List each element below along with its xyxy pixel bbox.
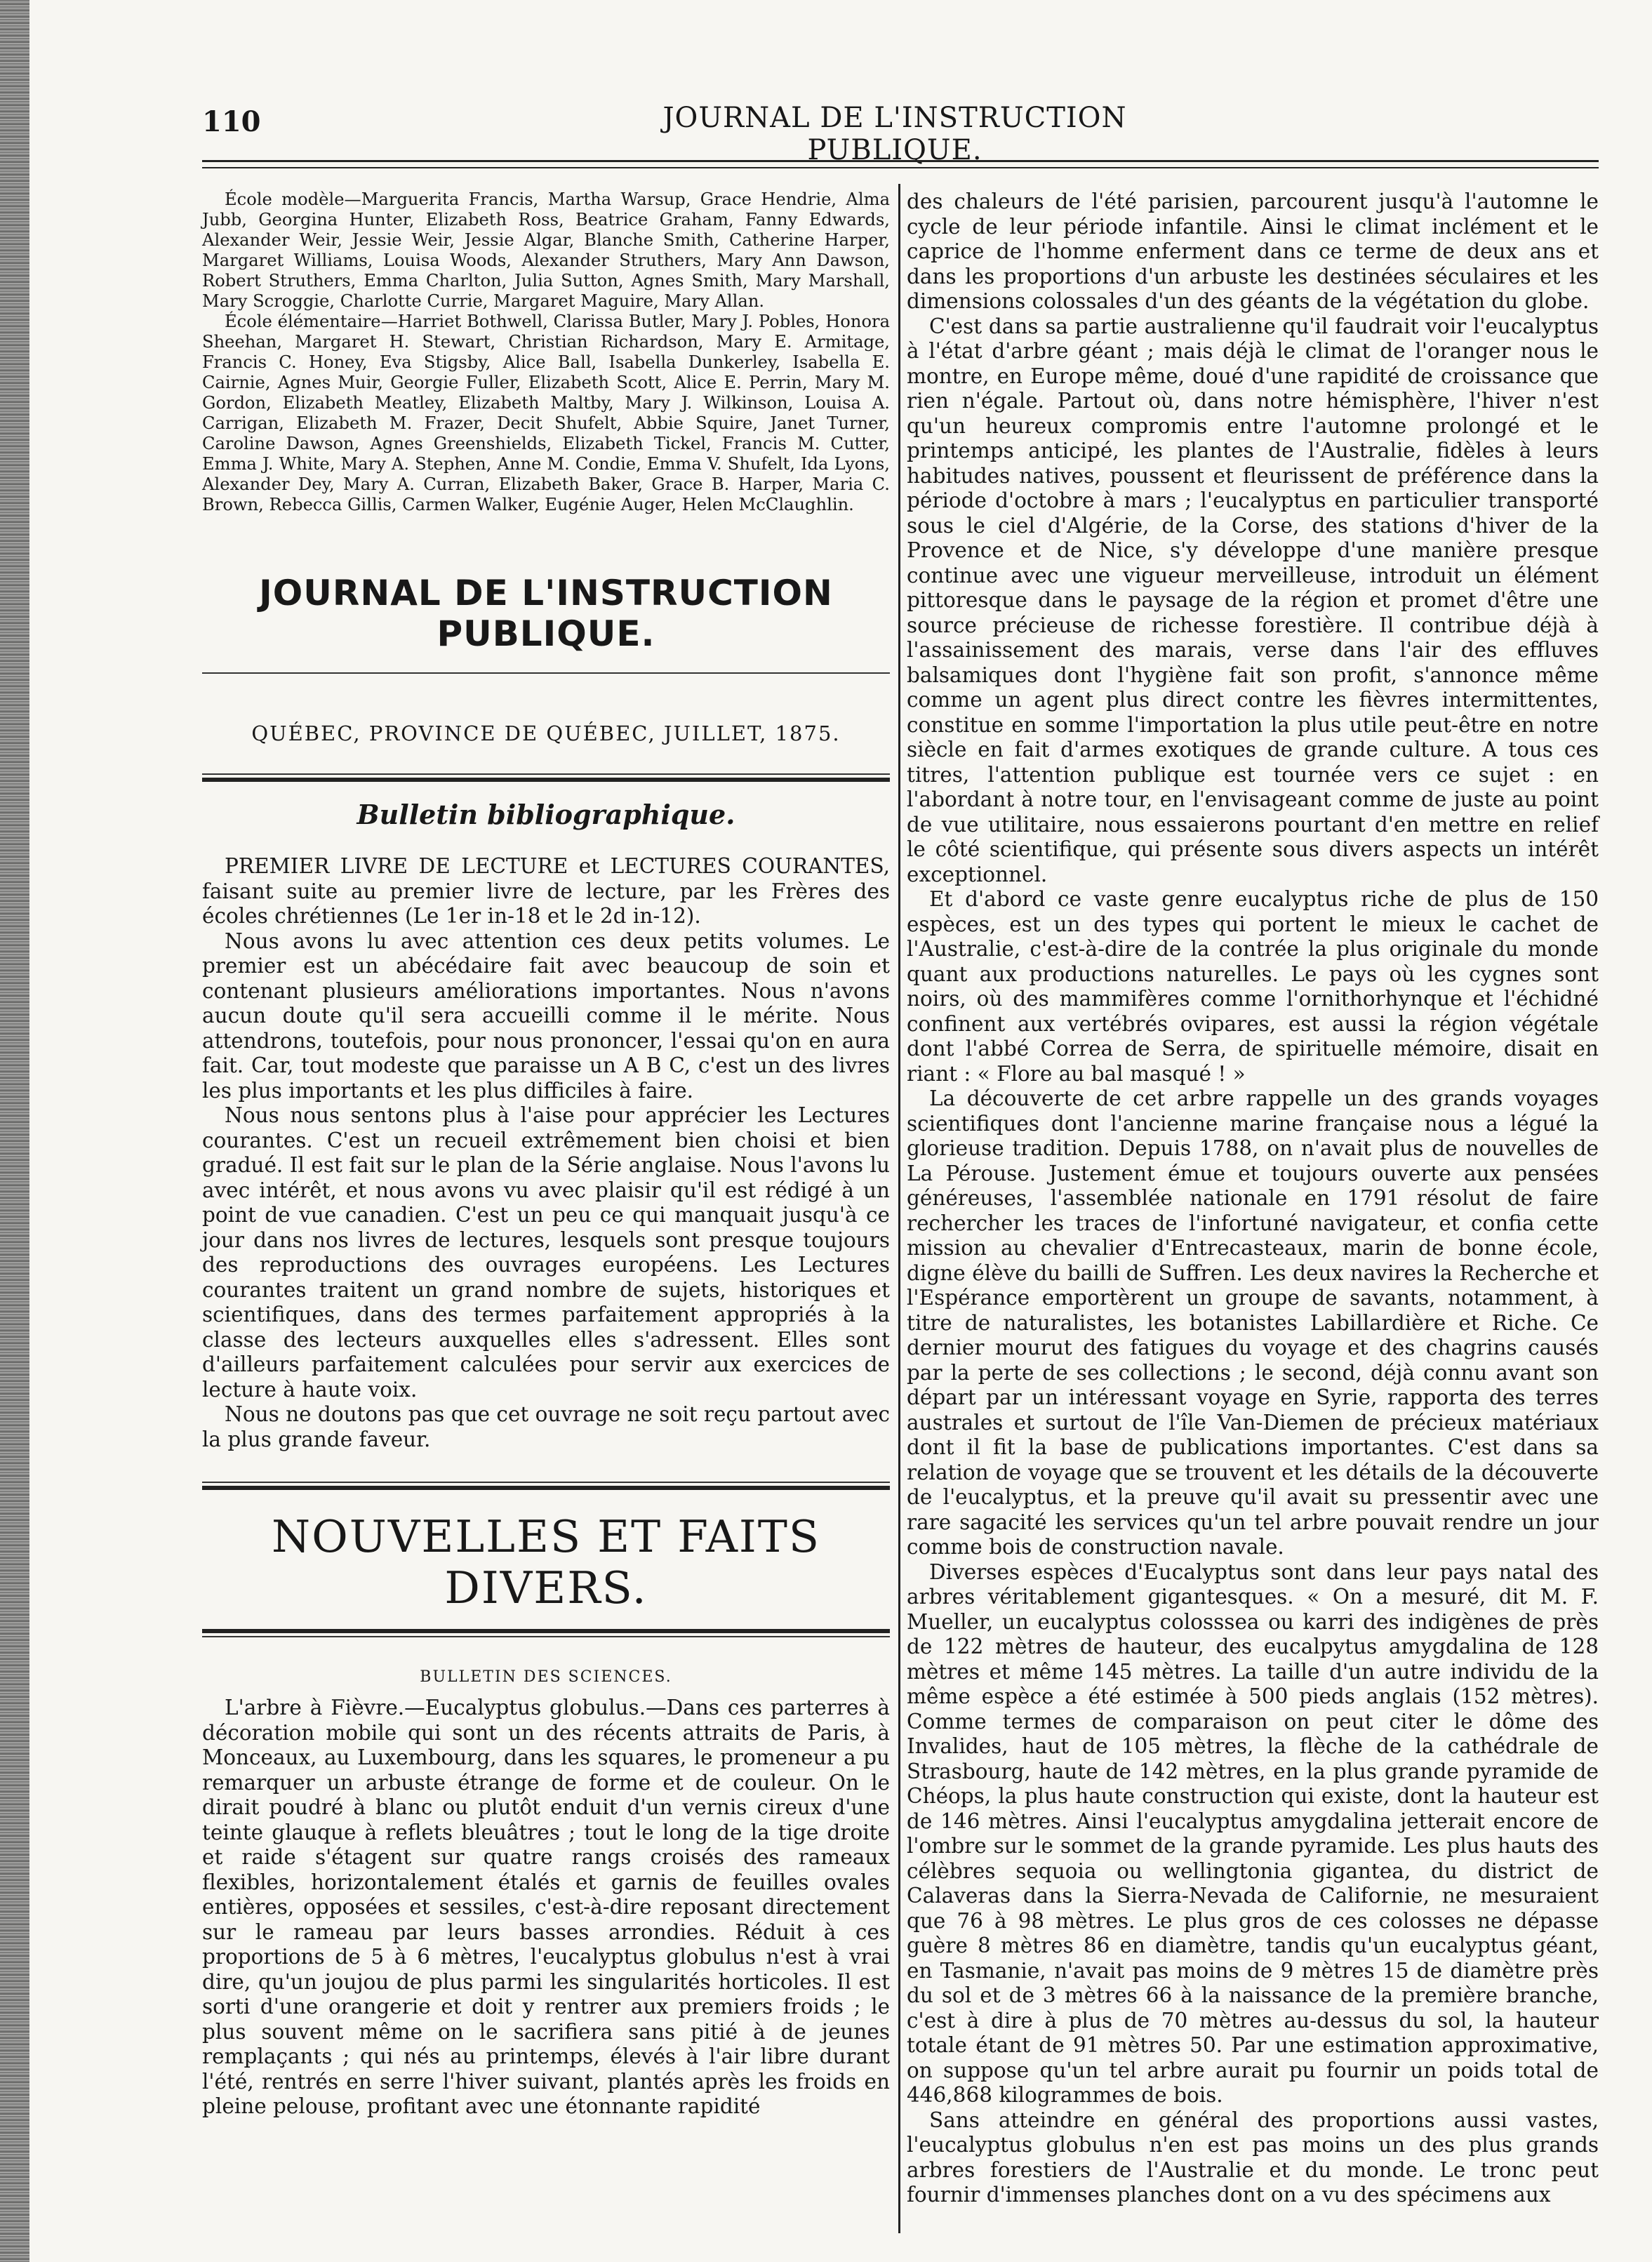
- news-rule-bottom-2: [202, 1636, 890, 1637]
- news-rule-top-1: [202, 1482, 890, 1483]
- news-rule-top-2: [202, 1486, 890, 1490]
- article-paragraph: Sans atteindre en général des proportions aussi vastes, l'eucalyptus globulus n'en est pas moins un des plus grands arbres forestiers de l'Australie et du monde. Le tronc peut fournir d'immenses planches dont on a vu des spécimens aux: [907, 2108, 1599, 2207]
- right-column: [907, 189, 1599, 2208]
- news-rule-bottom-1: [202, 1629, 890, 1633]
- article-paragraph: Et d'abord ce vaste genre eucalyptus riche de plus de 150 espèces, est un des types qui portent le mieux le cachet de l'Australie, c'est-à-dire de la contrée la plus originale du monde quant aux productions naturelles. Le pays où les cygnes sont noirs, où des mammifères comme l'ornithorhynque et l'échidné confinent aux vertébrés ovipares, est aussi la région végétale dont l'abbé Correa de Serra, de spirituelle mémoire, disait en riant : « Flore au bal masqué ! »: [907, 887, 1599, 1086]
- running-title: JOURNAL DE L'INSTRUCTION PUBLIQUE.: [662, 102, 1127, 166]
- article-paragraph: des chaleurs de l'été parisien, parcourent jusqu'à l'automne le cycle de leur période infantile. Ainsi le climat inclément et le caprice de l'homme enferment dans ce terme de deux ans et dans les proportions d'un arbuste les destinées séculaires et les dimensions colossales d'un des géants de la végétation du globe.: [907, 189, 1599, 313]
- bulletin-body: [202, 854, 890, 1452]
- dateline-rule-bottom: [202, 778, 890, 782]
- article-paragraph: Diverses espèces d'Eucalyptus sont dans leur pays natal des arbres véritablement gigantesques. « On a mesuré, dit M. F. Mueller, un eucalyptus colosssea ou karri des indigènes de près de 122 mètres de hauteur, des eucalpytus amygdalina de 128 mètres et même 145 mètres. La taille d'un autre individu de la même espèce a été estimée à 500 pieds anglais (152 mètres). Comme termes de comparaison on peut citer le dôme des Invalides, haut de 105 mètres, la flèche de la cathédrale de Strasbourg, haute de 142 mètres, en la plus grande pyramide de Chéops, la plus haute construction qui existe, dont la hauteur est de 146 mètres. Ainsi l'eucalyptus amygdalina jetterait encore de l'ombre sur le sommet de la grande pyramide. Les plus hauts des célèbres sequoia ou wellingtonia gigantea, du district de Calaveras dans la Sierra-Nevada de Californie, ne mesuraient que 76 à 98 mètres. Le plus gros de ces colosses ne dépasse guère 8 mètres 86 en diamètre, tandis qu'un eucalyptus géant, en Tasmanie, n'avait pas moins de 9 mètres 15 de diamètre près du sol et de 3 mètres 66 à la naissance de la première branche, c'est à dire à plus de 70 mètres au-dessus du sol, la hauteur totale étant de 91 mètres 50. Par une estimation approximative, on suppose qu'un tel arbre aurait pu fournir un poids total de 446,868 kilogrammes de bois.: [907, 1559, 1599, 2107]
- dateline: QUÉBEC, PROVINCE DE QUÉBEC, JUILLET, 1875.: [251, 721, 841, 745]
- honours-list: [202, 189, 890, 515]
- article-paragraph: C'est dans sa partie australienne qu'il faudrait voir l'eucalyptus à l'état d'arbre géant ; mais déjà le climat de l'oranger nous le montre, en Europe même, doué d'une rapidité de croissance que rien n'égale. Partout où, dans notre hémisphère, l'hiver n'est qu'un heureux compromis entre l'automne prolongé et le printemps anticipé, les plantes de l'Australie, fidèles à leurs habitudes natives, poussent et fleurissent de préférence dans la période d'octobre à mars ; l'eucalyptus en particulier transporté sous le ciel d'Algérie, de la Corse, des stations d'hiver de la Provence et de Nice, s'y développe d'une manière presque continue avec une vigueur merveilleuse, introduit un élément pittoresque dans le paysage de la région et promet d'être une source précieuse de richesse forestière. Il contribue déjà à l'assainissement des marais, verse dans l'air des effluves balsamiques dont l'hygiène fait son profit, s'annonce même comme un agent plus direct contre les fièvres intermittentes, constitue en somme l'importation la plus utile peut-être en notre siècle en fait d'armes exotiques de grande culture. A tous ces titres, l'attention publique est tournée vers ce sujet : en l'abordant à notre tour, en l'envisageant comme de juste au point de vue utilitaire, nous essaierons pourtant d'en mettre en relief le côté scientifique, qui présente sous divers aspects un intérêt exceptionnel.: [907, 314, 1599, 886]
- honours-ecole-elementaire: École élémentaire—Harriet Bothwell, Clarissa Butler, Mary J. Pobles, Honora Sheehan, Margaret H. Stewart, Christian Richardson, Mary E. Armitage, Francis C. Honey, Eva Stigsby, Alice Ball, Isabella Dunkerley, Isabella E. Cairnie, Agnes Muir, Georgie Fuller, Elizabeth Scott, Alice E. Perrin, Mary M. Gordon, Elizabeth Meatley, Elizabeth Maltby, Mary J. Wilkinson, Louisa A. Carrigan, Elizabeth M. Frazer, Decit Shufelt, Abbie Squire, Janet Turner, Caroline Dawson, Agnes Greenshields, Elizabeth Tickel, Francis M. Cutter, Emma J. White, Mary A. Stephen, Anne M. Condie, Emma V. Shufelt, Ida Lyons, Alexander Dey, Mary A. Curran, Elizabeth Baker, Grace B. Harper, Maria C. Brown, Rebecca Gillis, Carmen Walker, Eugénie Auger, Helen McClaughlin.: [202, 312, 890, 514]
- science-subhead: BULLETIN DES SCIENCES.: [420, 1668, 672, 1686]
- honours-ecole-modele: École modèle—Marguerita Francis, Martha Warsup, Grace Hendrie, Alma Jubb, Georgina Hunter, Elizabeth Ross, Beatrice Graham, Fanny Edwards, Alexander Weir, Jessie Weir, Jessie Algar, Blanche Smith, Catherine Harper, Margaret Williams, Louisa Woods, Alexander Struthers, Mary Ann Dawson, Robert Struthers, Emma Charlton, Julia Sutton, Agnes Smith, Mary Marshall, Mary Scroggie, Charlotte Currie, Margaret Maguire, Mary Allan.: [202, 189, 890, 311]
- science-body: [202, 1696, 890, 2120]
- bulletin-paragraph: Nous ne doutons pas que cet ouvrage ne soit reçu partout avec la plus grande faveur.: [202, 1402, 890, 1451]
- science-paragraph: L'arbre à Fièvre.—Eucalyptus globulus.—Dans ces parterres à décoration mobile qui sont un des récents attraits de Paris, à Monceaux, au Luxembourg, dans les squares, le promeneur a pu remarquer un arbuste étrange de forme et de couleur. On le dirait poudré à blanc ou plutôt enduit d'un vernis cireux d'une teinte glauque à reflets bleuâtres ; tout le long de la tige droite et raide s'étagent sur quatre rangs croisés des rameaux flexibles, horizontalement étalés et garnis de feuilles ovales entières, opposées et sessiles, c'est-à-dire reposant directement sur le rameau par leurs basses arrondies. Réduit à ces proportions de 5 à 6 mètres, l'eucalyptus globulus n'est à vrai dire, qu'un joujou de plus parmi les singularités horticoles. Il est sorti d'une orangerie et doit y rentrer aux premiers froids ; le plus souvent même on le sacrifiera sans pitié à de jeunes remplaçants ; qui nés au printemps, élevés à l'air libre durant l'été, rentrés en serre l'hiver suivant, plantés après les froids en pleine pelouse, profitant avec une étonnante rapidité: [202, 1696, 890, 2118]
- header-rule-bottom: [202, 167, 1599, 168]
- masthead-rule: [202, 672, 890, 674]
- left-column: [202, 189, 890, 2120]
- header-rule-top: [202, 160, 1599, 162]
- bulletin-paragraph: PREMIER LIVRE DE LECTURE et LECTURES COURANTES, faisant suite au premier livre de lecture, par les Frères des écoles chrétiennes (Le 1er in-18 et le 2d in-12).: [202, 854, 890, 928]
- news-title: NOUVELLES ET FAITS DIVERS.: [271, 1511, 821, 1614]
- dateline-rule-top: [202, 773, 890, 775]
- bulletin-paragraph: Nous avons lu avec attention ces deux petits volumes. Le premier est un abécédaire fait avec beaucoup de soin et contenant plusieurs améliorations importantes. Nous n'avons aucun doute qu'il sera accueilli comme il le mérite. Nous attendrons, toutefois, pour nous prononcer, l'essai qu'on en aura fait. Car, tout modeste que paraisse un A B C, c'est un des livres les plus importants et les plus difficiles à faire.: [202, 929, 890, 1103]
- masthead: JOURNAL DE L'INSTRUCTION PUBLIQUE.: [259, 573, 833, 654]
- bulletin-paragraph: Nous nous sentons plus à l'aise pour apprécier les Lectures courantes. C'est un recueil extrêmement bien choisi et bien gradué. Il est fait sur le plan de la Série anglaise. Nous l'avons lu avec intérêt, et nous avons vu avec plaisir qu'il est rédigé à un point de vue canadien. C'est un peu ce qui manquait jusqu'à ce jour dans nos livres de lectures, lesquels sont presque toujours des reproductions des ouvrages européens. Les Lectures courantes traitent un grand nombre de sujets, historiques et scientifiques, dans des termes parfaitement appropriés à la classe des lecteurs auxquelles elles s'adressent. Elles sont d'ailleurs parfaitement calculées pour servir aux exercices de lecture à haute voix.: [202, 1103, 890, 1402]
- column-divider: [898, 184, 900, 2233]
- page-number: 110: [202, 105, 261, 138]
- scan-edge-shadow: [0, 0, 29, 2262]
- bulletin-title: Bulletin bibliographique.: [357, 799, 735, 830]
- article-paragraph: La découverte de cet arbre rappelle un des grands voyages scientifiques dont l'ancienne marine française nous a légué la glorieuse tradition. Depuis 1788, on n'avait plus de nouvelles de La Pérouse. Justement émue et toujours ouverte aux pensées généreuses, l'assemblée nationale en 1791 résolut de faire rechercher les traces de l'infortuné navigateur, et confia cette mission au chevalier d'Entrecasteaux, marin de bonne école, digne élève du bailli de Suffren. Les deux navires la Recherche et l'Espérance emportèrent un groupe de savants, notamment, à titre de naturalistes, les botanistes Labillardière et Riche. Ce dernier mourut des fatigues du voyage et des chagrins causés par la perte de ses collections ; le second, déjà connu avant son départ par un intéressant voyage en Syrie, rapporta des terres australes et surtout de l'île Van-Diemen de précieux matériaux dont il fit la base de publications importantes. C'est dans sa relation de voyage que se trouvent et les détails de la découverte de l'eucalyptus, et la preuve qu'il avait su pressentir avec une rare sagacité les services qu'un tel arbre pouvait rendre un jour comme bois de construction navale.: [907, 1086, 1599, 1559]
